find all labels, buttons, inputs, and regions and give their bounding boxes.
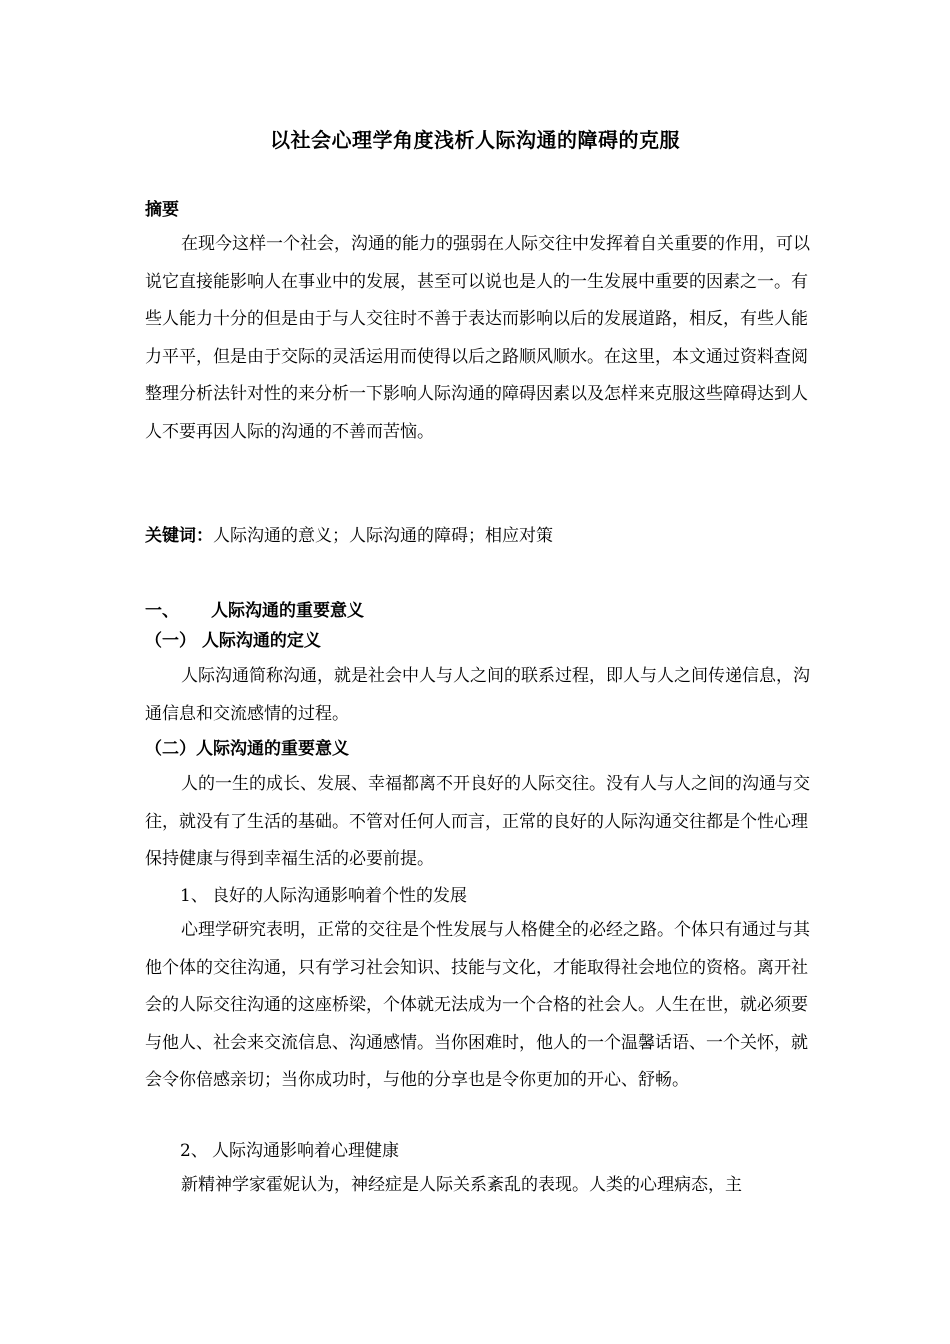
point-1-body: 心理学研究表明，正常的交往是个性发展与人格健全的必经之路。个体只有通过与其他个体的交往沟通，只有学习社会知识、技能与文化，才能取得社会地位的资格。离开社会的人际交往沟通的这座桥梁，个体就无法成为一个合格的社会人。人生在世，就必须要与他人、社会来交流信息、沟通感情。当你困难时，他人的一个温馨话语、一个关怀，就会令你倍感亲切；当你成功时，与他的分享也是令你更加的开心、舒畅。 [145,920,810,1090]
keywords-value: 人际沟通的意义；人际沟通的障碍；相应对策 [213,526,553,546]
point-1-heading [180,878,467,916]
point-2-heading [180,1133,399,1171]
abstract-heading: 摘要 [145,200,179,220]
section-1-title: 人际沟通的重要意义 [211,601,364,621]
subsection-2-heading: （二）人际沟通的重要意义 [145,739,349,759]
document-title: 以社会心理学角度浅析人际沟通的障碍的克服 [270,128,680,152]
point-2-body: 新精神学家霍妮认为，神经症是人际关系紊乱的表现。人类的心理病态，主 [181,1175,742,1195]
section-1-number: 一、 [145,601,179,621]
point-2-number: 2、 [180,1141,208,1161]
subsection-1-body: 人际沟通简称沟通，就是社会中人与人之间的联系过程，即人与人之间传递信息，沟通信息和交流感情的过程。 [145,666,810,724]
point-1-number: 1、 [180,886,208,906]
point-1-title: 良好的人际沟通影响着个性的发展 [212,886,467,906]
subsection-1-heading: （一） 人际沟通的定义 [145,631,321,651]
keywords-label: 关键词： [145,526,213,546]
abstract-body: 在现今这样一个社会，沟通的能力的强弱在人际交往中发挥着自关重要的作用，可以说它直接能影响人在事业中的发展，甚至可以说也是人的一生发展中重要的因素之一。有些人能力十分的但是由于与人交往时不善于表达而影响以后的发展道路，相反，有些人能力平平，但是由于交际的灵活运用而使得以后之路顺风顺水。在这里，本文通过资料查阅整理分析法针对性的来分析一下影响人际沟通的障碍因素以及怎样来克服这些障碍达到人人不要再因人际的沟通的不善而苦恼。 [145,234,810,442]
subsection-2-body: 人的一生的成长、发展、幸福都离不开良好的人际交往。没有人与人之间的沟通与交往，就没有了生活的基础。不管对任何人而言，正常的良好的人际沟通交往都是个性心理保持健康与得到幸福生活的必要前提。 [145,774,810,869]
point-2-title: 人际沟通影响着心理健康 [212,1141,399,1161]
section-1-heading [145,596,364,621]
keywords-line [145,518,810,556]
